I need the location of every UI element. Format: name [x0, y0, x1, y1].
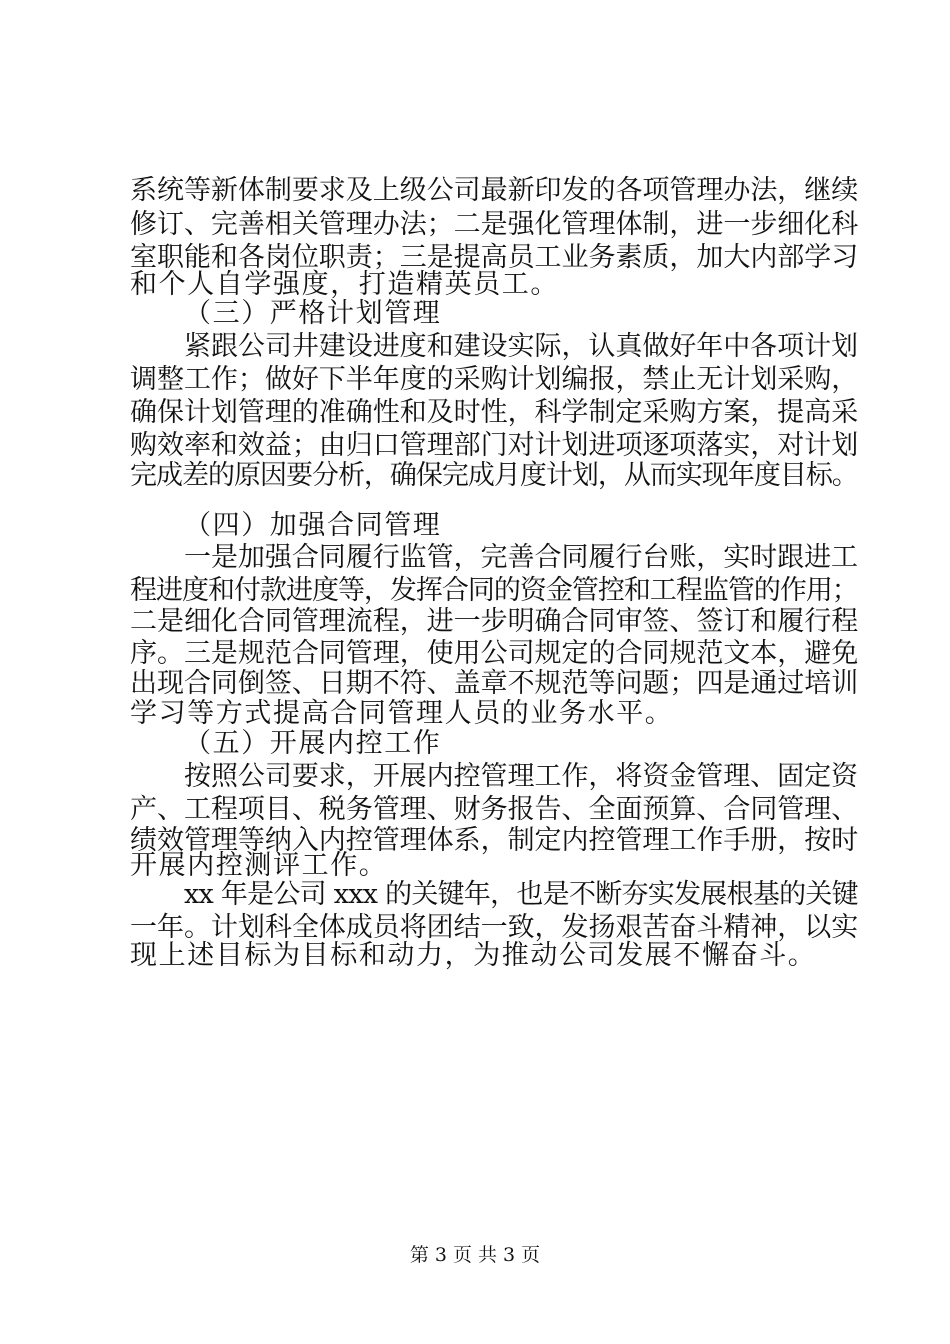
text-line: 绩效管理等纳入内控管理体系，制定内控管理工作手册，按时: [130, 825, 859, 856]
text-line: 学习等方式提高合同管理人员的业务水平。: [130, 698, 674, 729]
text-line: 完成差的原因要分析，确保完成月度计划，从而实现年度目标。: [130, 460, 858, 491]
text-line: 确保计划管理的准确性和及时性，科学制定采购方案，提高采: [130, 397, 859, 428]
text-line: 二是细化合同管理流程，进一步明确合同审签、签订和履行程: [130, 606, 859, 637]
text-line: 购效率和效益；由归口管理部门对计划进项逐项落实，对计划: [130, 430, 859, 461]
text-line: 修订、完善相关管理办法；二是强化管理体制，进一步细化科: [130, 209, 859, 240]
text-line: 现上述目标为目标和动力，为推动公司发展不懈奋斗。: [130, 940, 817, 971]
text-line: 一是加强合同履行监管，完善合同履行台账，实时跟进工: [184, 542, 858, 573]
text-line: 按照公司要求，开展内控管理工作，将资金管理、固定资: [184, 761, 858, 792]
text-line: 程进度和付款进度等，发挥合同的资金管控和工程监管的作用；: [130, 575, 858, 606]
text-line: 系统等新体制要求及上级公司最新印发的各项管理办法，继续: [130, 175, 859, 206]
text-line: xx 年是公司 xxx 的关键年，也是不断夯实发展根基的关键: [184, 879, 858, 910]
section-heading: （五）开展内控工作: [184, 728, 442, 759]
text-line: 调整工作；做好下半年度的采购计划编报，禁止无计划采购，: [130, 364, 859, 395]
section-heading: （四）加强合同管理: [184, 510, 442, 541]
section-heading: （三）严格计划管理: [184, 298, 442, 329]
text-line: 序。三是规范合同管理，使用公司规定的合同规范文本，避免: [130, 638, 859, 669]
text-line: 产、工程项目、税务管理、财务报告、全面预算、合同管理、: [130, 794, 859, 825]
text-line: 和个人自学强度，打造精英员工。: [130, 269, 559, 300]
text-line: 出现合同倒签、日期不符、盖章不规范等问题；四是通过培训: [130, 668, 859, 699]
text-line: 室职能和各岗位职责；三是提高员工业务素质，加大内部学习: [130, 242, 859, 273]
text-line: 紧跟公司井建设进度和建设实际，认真做好年中各项计划: [184, 331, 858, 362]
text-line: 开展内控测评工作。: [130, 850, 388, 881]
page-footer: 第 3 页 共 3 页: [409, 1244, 541, 1266]
text-line: 一年。计划科全体成员将团结一致，发扬艰苦奋斗精神，以实: [130, 912, 859, 943]
